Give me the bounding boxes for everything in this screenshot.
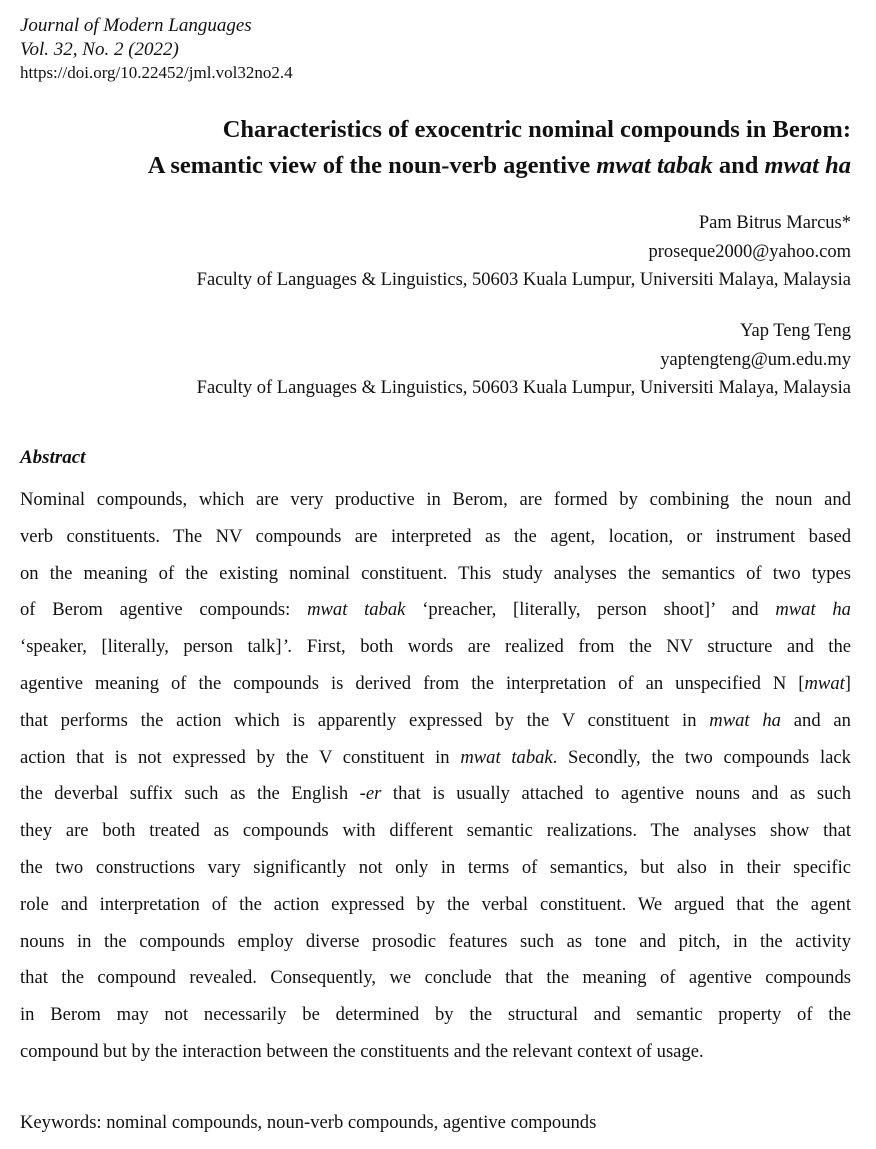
author-block-1 (197, 209, 851, 295)
abstract-line (20, 740, 851, 777)
abstract-line: they are both treated as compounds with different semantic realizations. The analyses show that (20, 820, 851, 842)
author-block-2 (197, 317, 851, 403)
journal-volume: Vol. 32, No. 2 (2022) (20, 39, 179, 60)
abstract-line (20, 703, 851, 740)
journal-name: Journal of Modern Languages (20, 15, 252, 36)
abstract-text: the deverbal suffix such as the English (20, 783, 360, 805)
title-term-mwat-tabak: mwat tabak (596, 152, 713, 179)
abstract-text: that performs the action which is apparently expressed by the V constituent in (20, 709, 710, 731)
abstract-line: role and interpretation of the action expressed by the verbal constituent. We argued that the agent (20, 893, 851, 915)
abstract-text: ’. (281, 636, 293, 658)
abstract-text: and an (780, 709, 851, 731)
abstract-text: First, both words are realized from the NV structure and the (292, 636, 851, 658)
abstract-heading: Abstract (20, 447, 86, 468)
author-affiliation: Faculty of Languages & Linguistics, 50603 Kuala Lumpur, Universiti Malaya, Malaysia (196, 378, 851, 398)
abstract-text: ‘speaker, [literally, person talk] (20, 636, 282, 658)
abstract-term: -er (359, 783, 382, 805)
author-name: Yap Teng Teng (740, 321, 851, 341)
abstract-text: . Secondly, the two compounds lack (552, 746, 851, 768)
author-name: Pam Bitrus Marcus* (698, 213, 851, 233)
abstract-term: mwat ha (709, 709, 781, 731)
abstract-term: mwat tabak (460, 746, 553, 768)
abstract-text: ‘preacher, [literally, person shoot]’ and (405, 599, 776, 621)
abstract-line: Nominal compounds, which are very productive in Berom, are formed by combining the noun and (20, 489, 851, 510)
abstract-line: the two constructions vary significantly not only in terms of semantics, but also in their specific (20, 856, 851, 878)
abstract-line: nouns in the compounds employ diverse prosodic features such as tone and pitch, in the activity (20, 930, 851, 952)
abstract-line (20, 666, 851, 703)
abstract-line (20, 776, 851, 813)
paper-title (148, 112, 851, 184)
author-email[interactable]: yaptengteng@um.edu.my (660, 349, 851, 370)
abstract-line: compound but by the interaction between the constituents and the relevant context of usage. (20, 1040, 704, 1062)
keywords: Keywords: nominal compounds, noun-verb compounds, agentive compounds (20, 1112, 597, 1133)
abstract-term: mwat ha (775, 599, 851, 621)
title-conjunction: and (712, 152, 765, 179)
title-line-1: Characteristics of exocentric nominal compounds in Berom: (222, 116, 851, 143)
journal-header (20, 14, 293, 84)
abstract-text: that is usually attached to agentive nouns and as such (381, 783, 851, 805)
title-line-2-prefix: A semantic view of the noun-verb agentive (147, 152, 597, 179)
abstract-line: that the compound revealed. Consequently, we conclude that the meaning of agentive compounds (20, 967, 851, 989)
abstract-text: of Berom agentive compounds: (20, 599, 308, 621)
abstract-line: in Berom may not necessarily be determined by the structural and semantic property of the (20, 1004, 851, 1026)
author-email[interactable]: proseque2000@yahoo.com (648, 241, 851, 262)
abstract-line: on the meaning of the existing nominal constituent. This study analyses the semantics of two types (20, 562, 851, 584)
doi-link[interactable]: https://doi.org/10.22452/jml.vol32no2.4 (20, 63, 293, 82)
abstract-term: mwat (804, 672, 845, 694)
title-term-mwat-ha: mwat ha (764, 152, 851, 179)
abstract-text: action that is not expressed by the V constituent in (20, 746, 461, 768)
abstract-line (20, 592, 851, 629)
title-line-2 (148, 148, 851, 184)
abstract-text: ] (844, 672, 851, 694)
abstract-body (20, 482, 851, 1071)
abstract-line (20, 629, 851, 666)
abstract-line: verb constituents. The NV compounds are interpreted as the agent, location, or instrument based (20, 525, 851, 547)
abstract-term: mwat tabak (307, 599, 406, 621)
abstract-text: agentive meaning of the compounds is derived from the interpretation of an unspecified N [ (20, 672, 805, 694)
author-affiliation: Faculty of Languages & Linguistics, 50603 Kuala Lumpur, Universiti Malaya, Malaysia (196, 270, 851, 290)
